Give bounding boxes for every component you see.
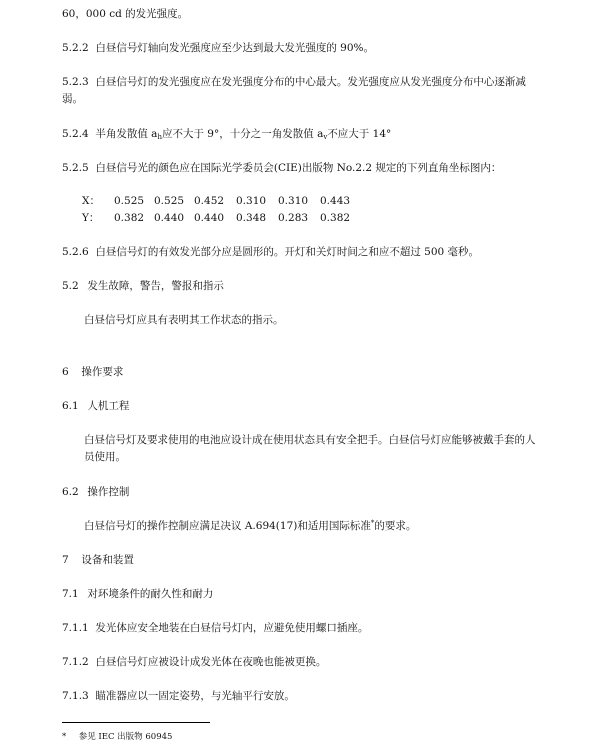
table-cell: 0.440 <box>154 212 185 225</box>
section-7-1-heading <box>62 586 213 602</box>
clause-text-mid: 应不大于 9°，十分之一角发散值 a <box>161 128 324 140</box>
footnote-divider <box>62 722 210 723</box>
clause-7-1-3 <box>62 688 295 704</box>
table-cell: 0.310 <box>278 195 309 208</box>
clause-number: 7.1.3 <box>62 690 89 702</box>
section-title: 对环境条件的耐久性和耐力 <box>87 588 214 600</box>
section-number: 7 <box>62 554 69 566</box>
chromaticity-coordinates-table <box>82 193 360 227</box>
clause-number: 7.1.1 <box>62 622 89 634</box>
footnote-marker: * <box>370 519 375 527</box>
subscript-v: v <box>323 133 328 141</box>
clause-number: 5.2.2 <box>62 42 89 54</box>
section-5-2-body: 白昼信号灯应具有表明其工作状态的指示。 <box>84 314 284 326</box>
section-6-1-body-cont: 员使用。 <box>84 451 126 463</box>
table-cell: 0.440 <box>194 212 225 225</box>
clause-number: 5.2.6 <box>62 246 89 258</box>
section-number: 7.1 <box>62 588 79 600</box>
footnote-mark: * <box>62 732 67 742</box>
section-6-1-body: 白昼信号灯及要求使用的电池应设计成在使用状态具有安全把手。白昼信号灯应能够被戴手套的人 <box>84 434 536 446</box>
section-6-2-heading <box>62 484 129 500</box>
clause-number: 5.2.5 <box>62 162 89 174</box>
footnote <box>62 731 172 744</box>
clause-number: 7.1.2 <box>62 656 89 668</box>
body-text-pre: 白昼信号灯的操作控制应满足决议 A.694(17)和适用国际标准 <box>84 520 371 532</box>
clause-text: 白昼信号光的颜色应在国际光学委员会(CIE)出版物 No.2.2 规定的下列直角坐标图内： <box>95 162 502 174</box>
clause-7-1-1 <box>62 620 368 636</box>
section-5-2-heading <box>62 278 224 294</box>
section-6-heading <box>62 364 123 380</box>
section-title: 人机工程 <box>87 400 130 412</box>
table-cell: 0.382 <box>320 212 351 225</box>
table-cell: 0.525 <box>154 195 185 208</box>
body-text-post: 的要求。 <box>374 520 417 532</box>
table-cell: 0.283 <box>278 212 309 225</box>
section-6-2-body <box>84 518 416 534</box>
footnote-text: 参见 IEC 出版物 60945 <box>78 732 173 742</box>
clause-number: 5.2.3 <box>62 76 89 88</box>
table-cell: 0.310 <box>236 195 267 208</box>
clause-text: 白昼信号灯轴向发光强度应至少达到最大发光强度的 90%。 <box>95 42 375 54</box>
clause-number: 5.2.4 <box>62 128 89 140</box>
clause-5-2-2 <box>62 40 374 56</box>
clause-5-2-3 <box>62 74 526 90</box>
section-number: 5.2 <box>62 280 79 292</box>
table-cell: 0.452 <box>194 195 225 208</box>
subscript-h: h <box>157 133 162 141</box>
table-cell: 0.348 <box>236 212 267 225</box>
clause-5-2-6 <box>62 244 479 260</box>
row-label-y: Y： <box>82 212 100 225</box>
section-6-1-heading <box>62 398 129 414</box>
line-continuation: 60，000 cd 的发光强度。 <box>62 8 189 20</box>
clause-text: 白昼信号灯的有效发光部分应是圆形的。开灯和关灯时间之和应不超过 500 毫秒。 <box>95 246 480 258</box>
clause-5-2-4 <box>62 126 391 143</box>
clause-text: 白昼信号灯应被设计成发光体在夜晚也能被更换。 <box>95 656 327 668</box>
table-row-x <box>82 193 360 210</box>
clause-text-pre: 半角发散值 a <box>95 128 158 140</box>
table-cell: 0.525 <box>114 195 145 208</box>
section-title: 操作要求 <box>81 366 124 378</box>
section-title: 发生故障，警告，警报和指示 <box>87 280 224 292</box>
clause-text: 瞄准器应以一固定姿势，与光轴平行安放。 <box>95 690 295 702</box>
clause-7-1-2 <box>62 654 326 670</box>
clause-5-2-3-cont: 弱。 <box>62 93 83 105</box>
clause-text: 白昼信号灯的发光强度应在发光强度分布的中心最大。发光强度应从发光强度分布中心逐渐减 <box>95 76 526 88</box>
section-title: 设备和装置 <box>81 554 134 566</box>
clause-text-post: 不应大于 14° <box>327 128 392 140</box>
clause-text: 发光体应安全地装在白昼信号灯内，应避免使用螺口插座。 <box>95 622 369 634</box>
row-label-x: X： <box>82 195 100 208</box>
section-7-heading <box>62 552 134 568</box>
table-cell: 0.382 <box>114 212 145 225</box>
section-number: 6 <box>62 366 69 378</box>
table-row-y <box>82 210 360 227</box>
section-number: 6.2 <box>62 486 79 498</box>
clause-5-2-5 <box>62 160 501 176</box>
section-number: 6.1 <box>62 400 79 412</box>
table-cell: 0.443 <box>320 195 351 208</box>
section-title: 操作控制 <box>87 486 130 498</box>
